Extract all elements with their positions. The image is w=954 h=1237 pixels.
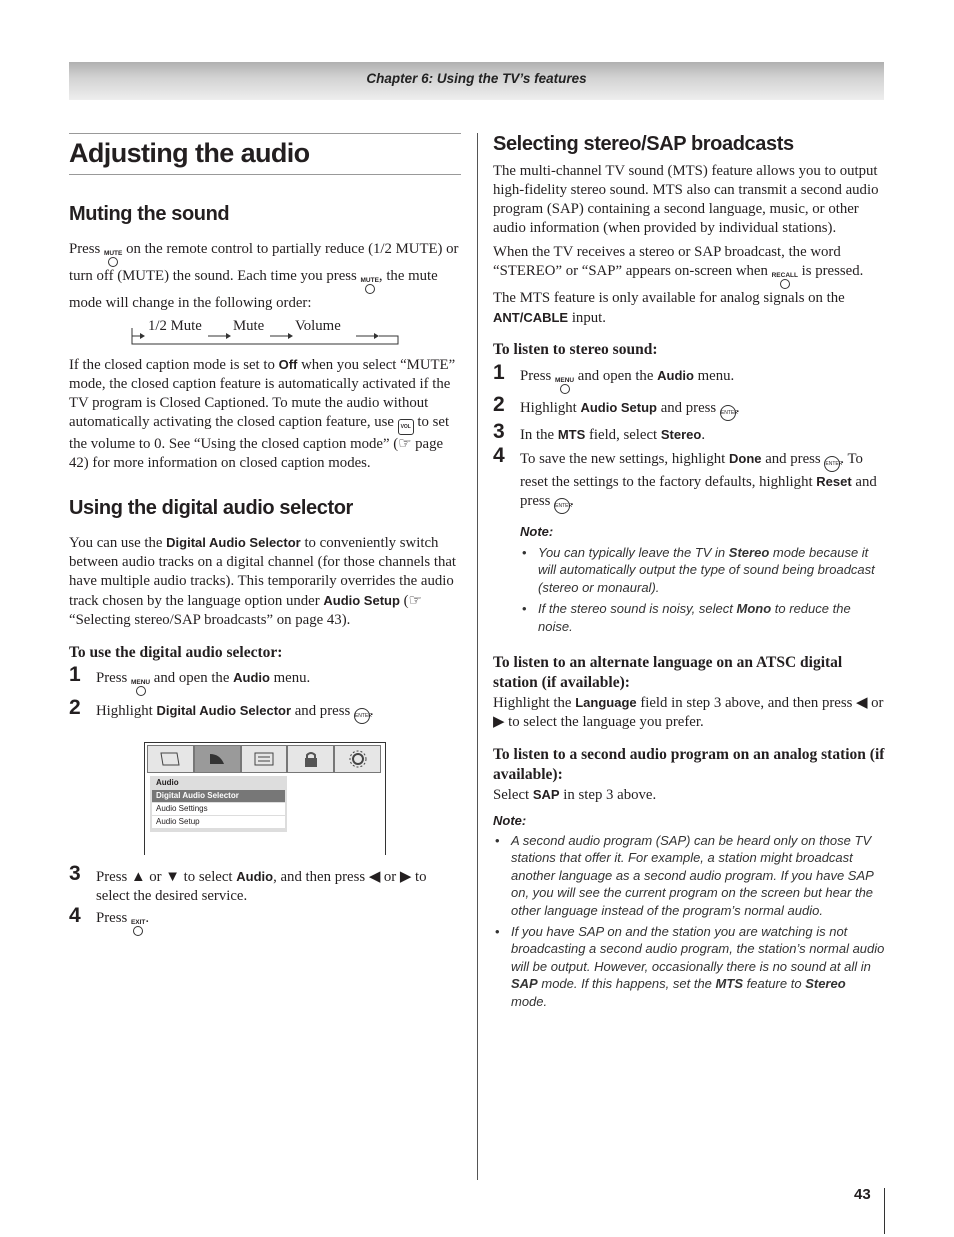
- column-divider: [477, 133, 478, 1180]
- mute-button-icon: MUTE: [361, 277, 379, 294]
- atsc-subheading: To listen to an alternate language on an ATSC digital station (if available):: [493, 654, 843, 692]
- page-number: 43: [854, 1186, 871, 1203]
- settings-tab-icon: [334, 745, 381, 773]
- stereo-note-title: Note:: [520, 524, 554, 539]
- enter-button-icon: ENTER: [824, 456, 840, 472]
- closed-caption-paragraph: If the closed caption mode is set to Off when you select “MUTE” mode, the closed caption feature is automatically activated if the TV program is Closed Captioned. To mute the audio without automatically activating the closed caption feature, use VOL to set the volume to 0. See “Using the closed caption mode” (☞ page 42) for more information on closed caption modes.: [69, 357, 456, 471]
- page-title: Adjusting the audio: [69, 133, 461, 175]
- stereo-step-2: 2 Highlight Audio Setup and press ENTER.: [493, 398, 885, 421]
- mute-order-diagram: [130, 318, 400, 346]
- audio-menu-title: Audio: [152, 777, 285, 789]
- digital-audio-paragraph: You can use the Digital Audio Selector to conveniently switch between audio tracks on a digital channel (for those channels that have multiple audio tracks). This temporarily overrides the audio track chosen by the language option under Audio Setup (☞ “Selecting stereo/SAP broadcasts” on page 43).: [69, 535, 457, 628]
- muting-paragraph: Press MUTE on the remote control to partially reduce (1/2 MUTE) or turn off (MUTE) the sound. Each time you press MUTE , the mute mode will change in the following order:: [69, 241, 459, 311]
- stereo-note: [493, 524, 885, 635]
- digital-step-2: 2 Highlight Digital Audio Selector and press ENTER.: [69, 701, 461, 724]
- sap-note: [493, 813, 885, 1010]
- flow-step-mute: Mute: [233, 318, 265, 334]
- sap-note-item: • If you have SAP on and the station you are watching is not broadcasting a second audio program, the station’s normal audio will be output. However, occasionally there is no sound at all in SAP mode. If this happens, set the MTS feature to Stereo mode.: [495, 924, 885, 1009]
- menu-item-audio-settings[interactable]: Audio Settings: [152, 803, 285, 815]
- mts-paragraph: The multi-channel TV sound (MTS) feature allows you to output high-fidelity stereo sound. MTS also can transmit a second audio program (SAP) containing a second language, music, or other audio information (when provided by individual stations).: [493, 163, 879, 236]
- stereo-sap-paragraph: When the TV receives a stereo or SAP broadcast, the word “STEREO” or “SAP” appears on-screen when RECALL is pressed. The MTS feature is only available for analog signals on the ANT/CABLE input.: [493, 244, 864, 326]
- audio-menu-screenshot: [144, 742, 386, 855]
- recall-button-icon: RECALL: [772, 272, 798, 289]
- menu-button-icon: MENU: [555, 377, 574, 394]
- audio-tab-icon: [194, 745, 241, 773]
- stereo-note-item: • You can typically leave the TV in Stereo mode because it will automatically output the type of sound being broadcast (stereo or monaural).: [522, 545, 875, 595]
- volume-button-icon: VOL: [398, 419, 414, 435]
- exit-button-icon: EXIT: [131, 919, 145, 936]
- chapter-title: Chapter 6: Using the TV’s features: [366, 71, 587, 86]
- digital-step-3: 3 Press ▲ or ▼ to select Audio, and then press ◀ or ▶ to select the desired service.: [69, 862, 427, 904]
- enter-button-icon: ENTER: [554, 498, 570, 514]
- picture-tab-icon: [147, 745, 194, 773]
- digital-audio-subheading: To use the digital audio selector:: [69, 644, 283, 661]
- setup-tab-icon: [241, 745, 288, 773]
- chapter-header: [69, 62, 884, 100]
- digital-step-1: 1 Press MENU and open the Audio menu.: [69, 668, 461, 696]
- sap-paragraph: Select SAP in step 3 above.: [493, 787, 657, 804]
- page-number-rule: [884, 1188, 885, 1234]
- menu-tab-bar: [147, 745, 381, 773]
- lock-tab-icon: [287, 745, 334, 773]
- flow-step-half-mute: 1/2 Mute: [148, 318, 202, 334]
- left-column: [69, 133, 461, 936]
- digital-step-4: 4 Press EXIT .: [69, 909, 461, 936]
- muting-heading: Muting the sound: [69, 203, 230, 225]
- sap-note-item: • A second audio program (SAP) can be heard only on those TV stations that offer it. For example, a station might broadcast another language as a second audio program. If you have SAP on, you will see the current program on the screen but hear the other language instead of the program’s normal audio.: [495, 833, 874, 918]
- menu-item-digital-audio-selector[interactable]: Digital Audio Selector: [152, 790, 285, 802]
- audio-menu-panel: [150, 776, 287, 832]
- stereo-sap-heading: Selecting stereo/SAP broadcasts: [493, 133, 794, 155]
- menu-item-audio-setup[interactable]: Audio Setup: [152, 816, 285, 828]
- enter-button-icon: ENTER: [720, 405, 736, 421]
- stereo-step-4: 4 To save the new settings, highlight Done and press ENTER. To reset the settings to the factory defaults, highlight Reset and press ENTER.: [493, 449, 885, 514]
- right-column: [493, 133, 885, 1010]
- atsc-paragraph: Highlight the Language field in step 3 above, and then press ◀ or ▶ to select the language you prefer.: [493, 695, 884, 731]
- stereo-subheading: To listen to stereo sound:: [493, 341, 658, 358]
- menu-button-icon: MENU: [131, 679, 150, 696]
- sap-note-title: Note:: [493, 813, 527, 829]
- stereo-step-3: 3 In the MTS field, select Stereo.: [493, 420, 706, 443]
- stereo-note-item: • If the stereo sound is noisy, select Mono to reduce the noise.: [522, 601, 851, 634]
- mute-button-icon: MUTE: [104, 250, 122, 267]
- enter-button-icon: ENTER: [354, 708, 370, 724]
- digital-audio-heading: Using the digital audio selector: [69, 497, 353, 519]
- stereo-step-1: 1 Press MENU and open the Audio menu.: [493, 366, 885, 394]
- sap-subheading: To listen to a second audio program on an analog station (if available):: [493, 746, 885, 784]
- flow-step-volume: Volume: [295, 318, 341, 334]
